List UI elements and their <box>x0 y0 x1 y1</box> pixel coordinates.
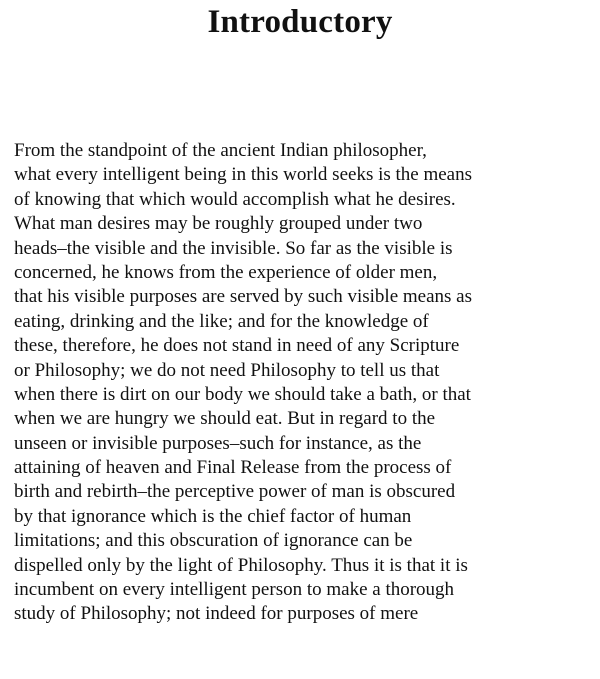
chapter-title: Introductory <box>207 4 393 40</box>
paragraph-line: incumbent on every intelligent person to make a thorough <box>14 579 455 601</box>
paragraph-line: or Philosophy; we do not need Philosophy to tell us that <box>14 359 440 381</box>
body-paragraph <box>14 139 589 627</box>
paragraph-line: what every intelligent being in this world seeks is the means <box>14 164 473 186</box>
paragraph-line: From the standpoint of the ancient Indian philosopher, <box>14 140 427 161</box>
paragraph-line: What man desires may be roughly grouped under two <box>14 213 423 235</box>
paragraph-line: concerned, he knows from the experience of older men, <box>14 261 438 283</box>
paragraph-line: these, therefore, he does not stand in need of any Scripture <box>14 335 460 357</box>
paragraph-line: that his visible purposes are served by such visible means as <box>14 286 473 308</box>
paragraph-line: by that ignorance which is the chief factor of human <box>14 505 412 527</box>
paragraph-line: when we are hungry we should eat. But in regard to the <box>14 408 436 430</box>
paragraph-line: eating, drinking and the like; and for the knowledge of <box>14 310 429 332</box>
paragraph-line: birth and rebirth–the perceptive power of man is obscured <box>14 481 456 503</box>
paragraph-line: limitations; and this obscuration of ignorance can be <box>14 530 413 552</box>
paragraph-line: when there is dirt on our body we should take a bath, or that <box>14 383 471 405</box>
paragraph-line: unseen or invisible purposes–such for instance, as the <box>14 432 422 454</box>
paragraph-line: dispelled only by the light of Philosophy. Thus it is that it is <box>14 554 468 576</box>
paragraph-line: attaining of heaven and Final Release from the process of <box>14 457 452 479</box>
paragraph-line: heads–the visible and the invisible. So far as the visible is <box>14 237 453 259</box>
paragraph-line: study of Philosophy; not indeed for purposes of mere <box>14 603 419 625</box>
paragraph-line: of knowing that which would accomplish what he desires. <box>14 188 456 210</box>
